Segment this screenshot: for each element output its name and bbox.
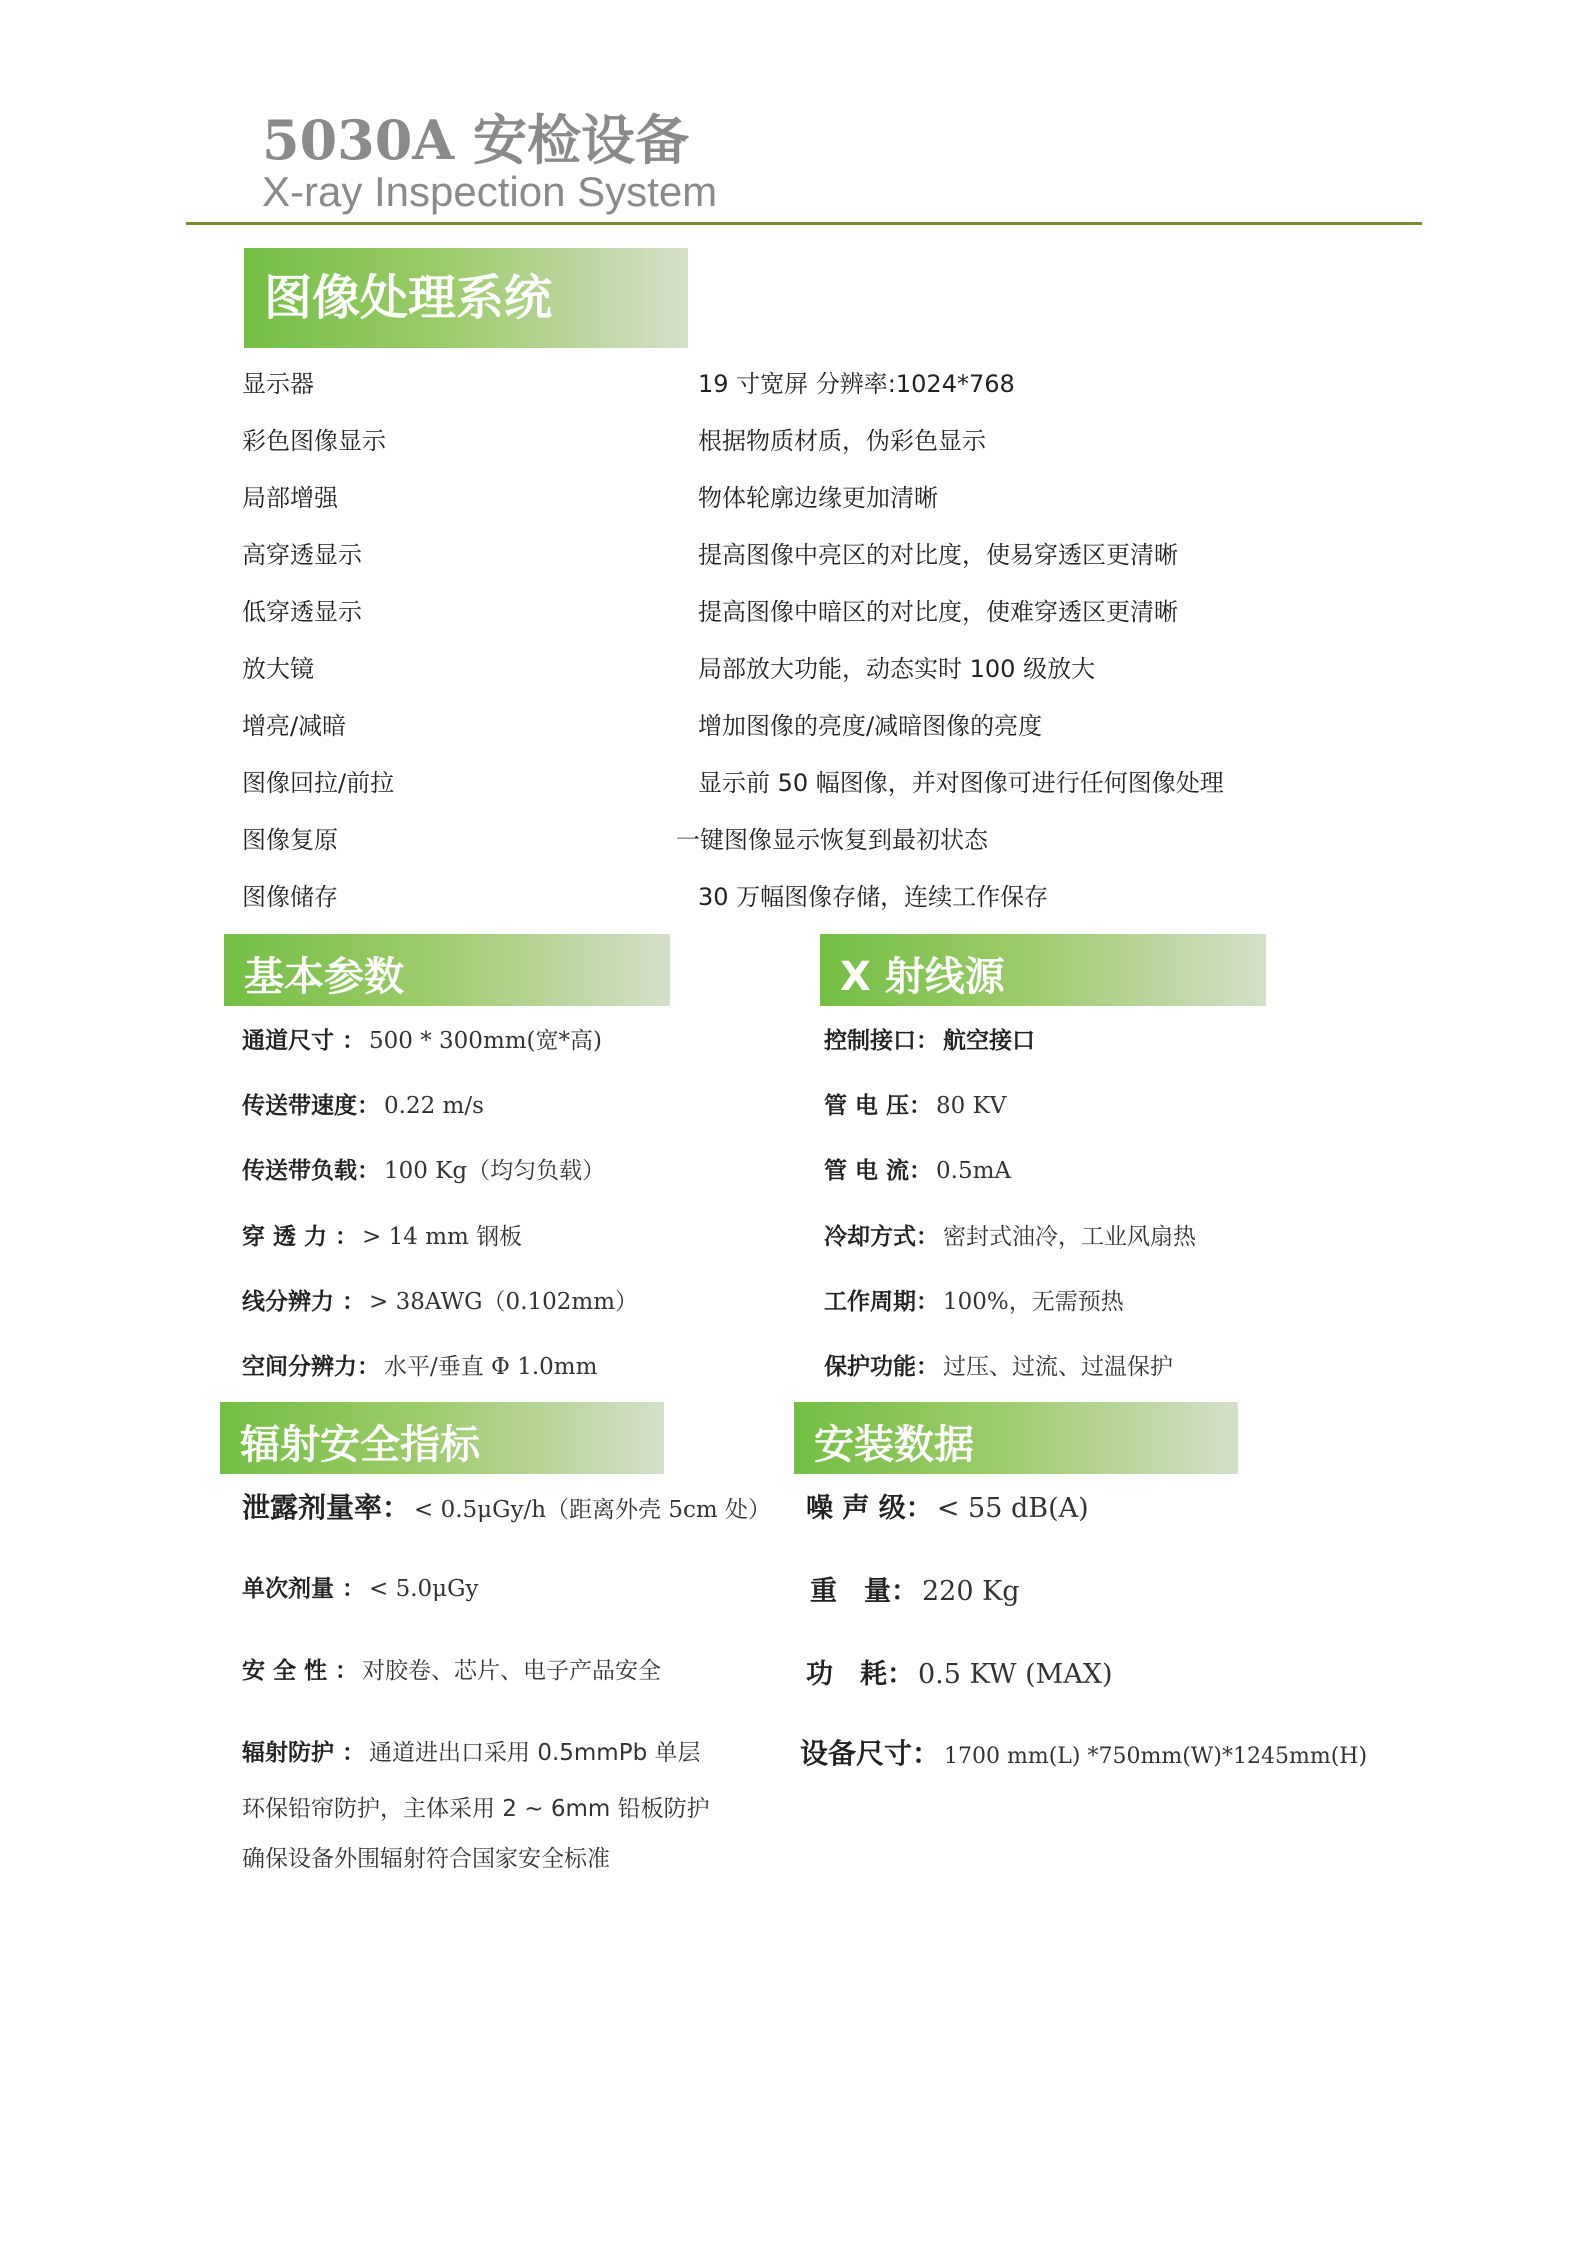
spec-value: 100 Kg（均匀负载） xyxy=(384,1158,606,1184)
spec-item xyxy=(824,1218,1196,1251)
spec-value: > 38AWG（0.102mm） xyxy=(369,1289,639,1315)
spec-value: 500 * 300mm(宽*高) xyxy=(369,1028,603,1054)
spec-value: 0.5mA xyxy=(936,1158,1012,1184)
spec-item xyxy=(242,1348,597,1381)
spec-item xyxy=(824,1087,1006,1120)
section-xray-source-heading xyxy=(820,934,1266,1006)
spec-value: 过压、过流、过温保护 xyxy=(943,1354,1173,1380)
section-heading-text: 图像处理系统 xyxy=(264,270,553,326)
section-heading-text: X 射线源 xyxy=(840,954,1005,1000)
spec-value: < 0.5μGy/h（距离外壳 5cm 处） xyxy=(414,1497,771,1523)
row-label: 增亮/减暗 xyxy=(242,712,347,740)
spec-label: 重 量： xyxy=(810,1576,918,1607)
spec-value: 航空接口 xyxy=(943,1028,1035,1054)
spec-item xyxy=(242,1486,771,1526)
spec-value: < 5.0μGy xyxy=(369,1576,479,1602)
spec-label: 工作周期： xyxy=(824,1289,939,1315)
spec-item xyxy=(242,1022,602,1055)
spec-label: 噪 声 级： xyxy=(806,1493,933,1524)
spec-label: 单次剂量 ： xyxy=(242,1576,366,1602)
row-value: 增加图像的亮度/减暗图像的亮度 xyxy=(698,712,1043,740)
spec-label: 安 全 性 ： xyxy=(242,1658,359,1684)
spec-value: 100%，无需预热 xyxy=(943,1289,1124,1315)
spec-value: 0.5 KW (MAX) xyxy=(918,1659,1113,1690)
row-value: 局部放大功能，动态实时 100 级放大 xyxy=(698,655,1096,683)
spec-label: 保护功能： xyxy=(824,1354,939,1380)
spec-item xyxy=(242,1152,605,1185)
row-value: 物体轮廓边缘更加清晰 xyxy=(698,484,938,512)
spec-label: 控制接口： xyxy=(824,1028,939,1054)
spec-value: 220 Kg xyxy=(922,1576,1020,1607)
spec-label: 管 电 压： xyxy=(824,1093,933,1119)
section-heading-text: 安装数据 xyxy=(814,1422,974,1468)
row-label: 彩色图像显示 xyxy=(242,427,386,455)
spec-item xyxy=(824,1283,1124,1316)
spec-label: 空间分辨力： xyxy=(242,1354,380,1380)
spec-value: 水平/垂直 Φ 1.0mm xyxy=(384,1354,598,1380)
spec-item xyxy=(242,1652,661,1685)
row-label: 低穿透显示 xyxy=(242,598,362,626)
spec-label: 传送带负载： xyxy=(242,1158,380,1184)
row-label: 图像储存 xyxy=(242,883,338,911)
row-label: 图像复原 xyxy=(242,826,338,854)
spec-item xyxy=(806,1486,1089,1525)
spec-label: 管 电 流： xyxy=(824,1158,933,1184)
page-title: 5030A 安检设备 xyxy=(262,108,689,172)
spec-item xyxy=(806,1652,1113,1691)
spec-item xyxy=(824,1022,1035,1055)
header-divider xyxy=(186,222,1422,225)
spec-item xyxy=(242,1218,522,1251)
spec-item xyxy=(242,1087,484,1120)
row-value: 30 万幅图像存储，连续工作保存 xyxy=(698,883,1049,911)
spec-item xyxy=(824,1348,1173,1381)
spec-value: > 14 mm 钢板 xyxy=(362,1224,523,1250)
spec-label: 穿 透 力 ： xyxy=(242,1224,359,1250)
row-label: 图像回拉/前拉 xyxy=(242,769,395,797)
spec-value: 通道进出口采用 0.5mmPb 单层 xyxy=(369,1740,701,1766)
section-basic-params-heading xyxy=(224,934,670,1006)
spec-label: 功 耗： xyxy=(806,1659,914,1690)
row-value: 提高图像中亮区的对比度，使易穿透区更清晰 xyxy=(698,541,1178,569)
row-value: 提高图像中暗区的对比度，使难穿透区更清晰 xyxy=(698,598,1178,626)
section-heading-text: 辐射安全指标 xyxy=(240,1422,480,1468)
section-heading-text: 基本参数 xyxy=(244,954,404,1000)
spec-item xyxy=(800,1732,1367,1772)
spec-value: 对胶卷、芯片、电子产品安全 xyxy=(362,1658,662,1684)
spec-value: < 55 dB(A) xyxy=(936,1493,1089,1524)
section-image-processing-heading xyxy=(244,248,688,348)
spec-label: 设备尺寸： xyxy=(800,1737,941,1770)
row-value: 根据物质材质，伪彩色显示 xyxy=(698,427,986,455)
spec-label: 冷却方式： xyxy=(824,1224,939,1250)
row-label: 高穿透显示 xyxy=(242,541,362,569)
spec-label: 辐射防护 ： xyxy=(242,1740,366,1766)
spec-item xyxy=(242,1734,701,1767)
section-radiation-safety-heading xyxy=(220,1402,664,1474)
section-installation-heading xyxy=(794,1402,1238,1474)
spec-item xyxy=(824,1152,1011,1185)
row-label: 显示器 xyxy=(242,370,314,398)
spec-item xyxy=(242,1283,638,1316)
page-subtitle: X-ray Inspection System xyxy=(262,168,718,215)
spec-extra-line: 环保铅帘防护，主体采用 2 ~ 6mm 铅板防护 xyxy=(242,1796,710,1822)
spec-label: 线分辨力 ： xyxy=(242,1289,366,1315)
row-label: 放大镜 xyxy=(242,655,314,683)
spec-value: 密封式油冷，工业风扇热 xyxy=(943,1224,1196,1250)
spec-label: 通道尺寸 ： xyxy=(242,1028,366,1054)
spec-label: 传送带速度： xyxy=(242,1093,380,1119)
spec-item xyxy=(242,1570,479,1603)
row-label: 局部增强 xyxy=(242,484,338,512)
spec-value: 0.22 m/s xyxy=(384,1093,484,1119)
spec-value: 1700 mm(L) *750mm(W)*1245mm(H) xyxy=(944,1744,1368,1769)
spec-item xyxy=(810,1569,1020,1608)
spec-label: 泄露剂量率： xyxy=(242,1491,411,1524)
spec-extra-line: 确保设备外围辐射符合国家安全标准 xyxy=(242,1846,610,1872)
row-value: 显示前 50 幅图像，并对图像可进行任何图像处理 xyxy=(698,769,1224,797)
row-value: 19 寸宽屏 分辨率:1024*768 xyxy=(698,370,1015,398)
spec-value: 80 KV xyxy=(936,1093,1007,1119)
row-value: 一键图像显示恢复到最初状态 xyxy=(676,826,988,854)
